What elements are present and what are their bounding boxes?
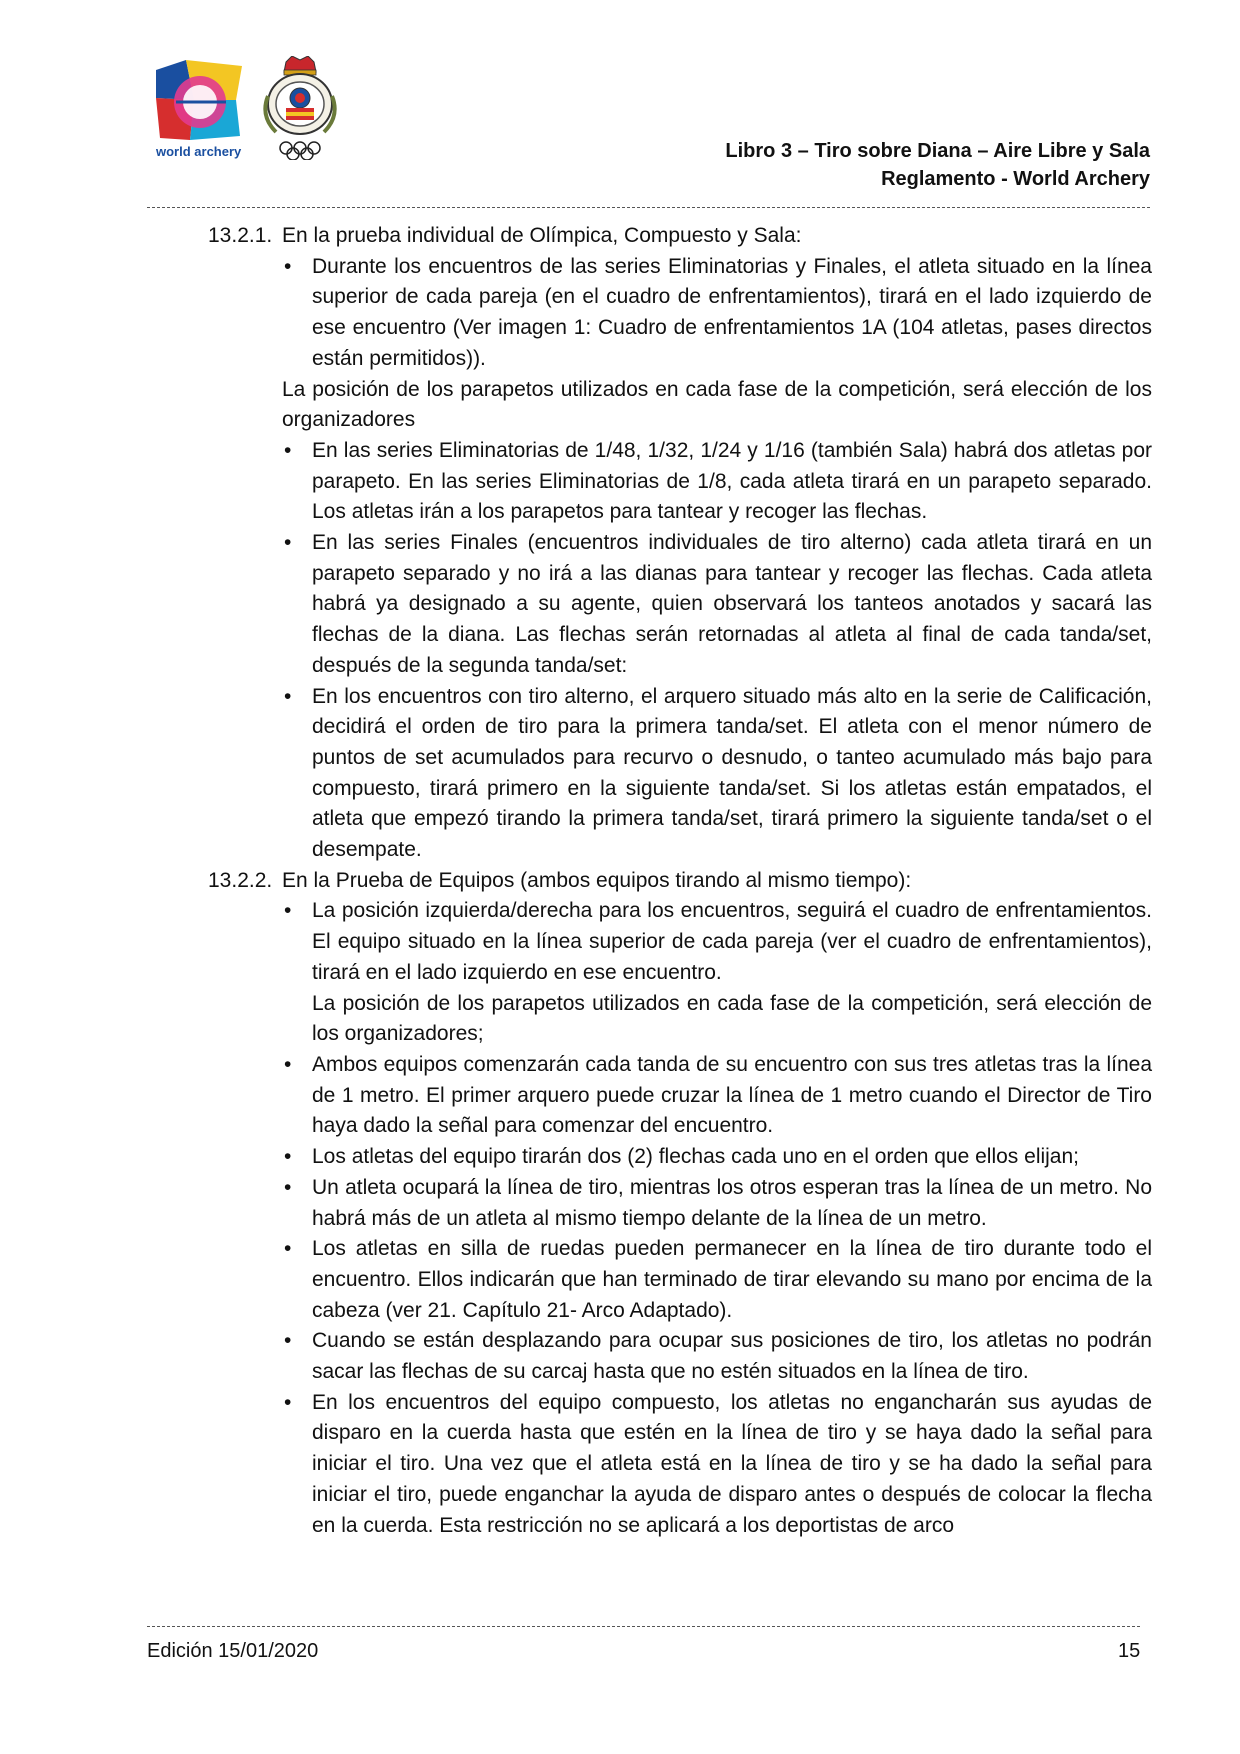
list-item-text: En las series Finales (encuentros individuales de tiro alterno) cada atleta tirará en un parapeto separado y no irá a las dianas para tantear y recoger las flechas. Cada atleta habrá ya designado a su agente, quien observará los tanteos anotados y sacará las flechas de la diana. Las flechas serán retornadas al atleta al final de cada tanda/set, después de la segunda tanda/set: (312, 531, 1152, 677)
footer-edition: Edición 15/01/2020 (147, 1640, 319, 1662)
header-title-line-1: Libro 3 – Tiro sobre Diana – Aire Libre y Sala (725, 140, 1150, 162)
bullet-icon: • (284, 531, 292, 555)
page-content (208, 221, 1152, 1541)
list-item (282, 1142, 1152, 1173)
bullet-list (208, 252, 1152, 375)
bullet-icon: • (284, 1390, 292, 1414)
footer-divider (147, 1626, 1140, 1627)
bullet-list (208, 436, 1152, 866)
list-item (282, 1173, 1152, 1234)
bullet-icon: • (284, 254, 292, 278)
list-item-text: Los atletas en silla de ruedas pueden permanecer en la línea de tiro durante todo el encuentro. Ellos indicarán que han terminado de tirar elevando su mano por encima de la cabeza (ver 21. Capítulo 21- Arco Adaptado). (312, 1237, 1152, 1322)
bullet-icon: • (284, 1175, 292, 1199)
bullet-icon: • (284, 1145, 292, 1169)
list-item-text: Durante los encuentros de las series Eliminatorias y Finales, el atleta situado en la línea superior de cada pareja (en el cuadro de enfrentamientos), tirará en el lado izquierdo de ese encuentro (Ver imagen 1: Cuadro de enfrentamientos 1A (104 atletas, pases directos están permitidos)). (312, 254, 1152, 370)
section-heading (208, 866, 1152, 897)
list-item (282, 682, 1152, 866)
federation-crest-logo (258, 56, 342, 160)
section-title: En la Prueba de Equipos (ambos equipos tirando al mismo tiempo): (282, 868, 912, 892)
bullet-icon: • (284, 438, 292, 462)
list-item (282, 1050, 1152, 1142)
header-logos (156, 56, 346, 160)
list-item-text: Ambos equipos comenzarán cada tanda de su encuentro con sus tres atletas tras la línea de 1 metro. El primer arquero puede cruzar la línea de 1 metro cuando el Director de Tiro haya dado la señal para comenzar del encuentro. (312, 1052, 1152, 1138)
page-number: 15 (1118, 1640, 1141, 1662)
list-item (282, 896, 1152, 1050)
header-title-line-2: Reglamento - World Archery (881, 168, 1150, 190)
world-archery-logo-text: world archery (156, 144, 242, 159)
document-header (725, 137, 1150, 193)
world-archery-logo (156, 60, 242, 160)
list-item (282, 436, 1152, 528)
list-item (282, 252, 1152, 375)
bullet-icon: • (284, 1329, 292, 1353)
header-divider (147, 207, 1150, 208)
list-item-text: Cuando se están desplazando para ocupar sus posiciones de tiro, los atletas no podrán sacar las flechas de su carcaj hasta que no estén situados en la línea de tiro. (312, 1329, 1152, 1384)
list-item (282, 528, 1152, 682)
list-item-text: En los encuentros del equipo compuesto, los atletas no engancharán sus ayudas de disparo en la cuerda hasta que estén en la línea de tiro y se haya dado la señal para iniciar el tiro. Una vez que el atleta está en la línea de tiro y se ha dado la señal para iniciar el tiro, puede enganchar la ayuda de disparo antes o después de colocar la flecha en la cuerda. Esta restricción no se aplicará a los deportistas de arco (312, 1390, 1152, 1537)
list-item-text: En las series Eliminatorias de 1/48, 1/32, 1/24 y 1/16 (también Sala) habrá dos atletas por parapeto. En las series Eliminatorias de 1/8, cada atleta tirará en un parapeto separado. Los atletas irán a los parapetos para tantear y recoger las flechas. (312, 438, 1152, 524)
bullet-icon: • (284, 1237, 292, 1261)
list-item (282, 1234, 1152, 1326)
list-item (282, 1326, 1152, 1387)
list-item-text: Un atleta ocupará la línea de tiro, mientras los otros esperan tras la línea de un metro. No habrá más de un atleta al mismo tiempo delante de la línea de un metro. (312, 1175, 1152, 1230)
list-item-text: La posición izquierda/derecha para los encuentros, seguirá el cuadro de enfrentamientos. El equipo situado en la línea superior de cada pareja (ver el cuadro de enfrentamientos), tirará en el lado izquierdo en ese encuentro. (312, 899, 1152, 984)
bullet-list (208, 896, 1152, 1541)
list-item-text: En los encuentros con tiro alterno, el arquero situado más alto en la serie de Calificación, decidirá el orden de tiro para la primera tanda/set. El atleta con el menor número de puntos de set acumulados para recurvo o desnudo, o tanteo acumulado más bajo para compuesto, tirará primero en la siguiente tanda/set. Si los atletas están empatados, el atleta que empezó tirando la primera tanda/set, tirará primero la siguiente tanda/set o el desempate. (312, 684, 1152, 862)
section-heading (208, 221, 1152, 252)
list-item-text: Los atletas del equipo tirarán dos (2) flechas cada uno en el orden que ellos elijan; (312, 1145, 1080, 1169)
list-item (282, 1388, 1152, 1542)
list-item-text: La posición de los parapetos utilizados en cada fase de la competición, será elección de los organizadores; (312, 991, 1152, 1046)
bullet-icon: • (284, 1052, 292, 1076)
section-number: 13.2.1. (208, 224, 273, 247)
section-title: En la prueba individual de Olímpica, Compuesto y Sala: (282, 224, 802, 247)
bullet-icon: • (284, 899, 292, 923)
section-number: 13.2.2. (208, 868, 273, 892)
paragraph: La posición de los parapetos utilizados en cada fase de la competición, será elección de los organizadores (282, 377, 1152, 432)
bullet-icon: • (284, 684, 292, 708)
